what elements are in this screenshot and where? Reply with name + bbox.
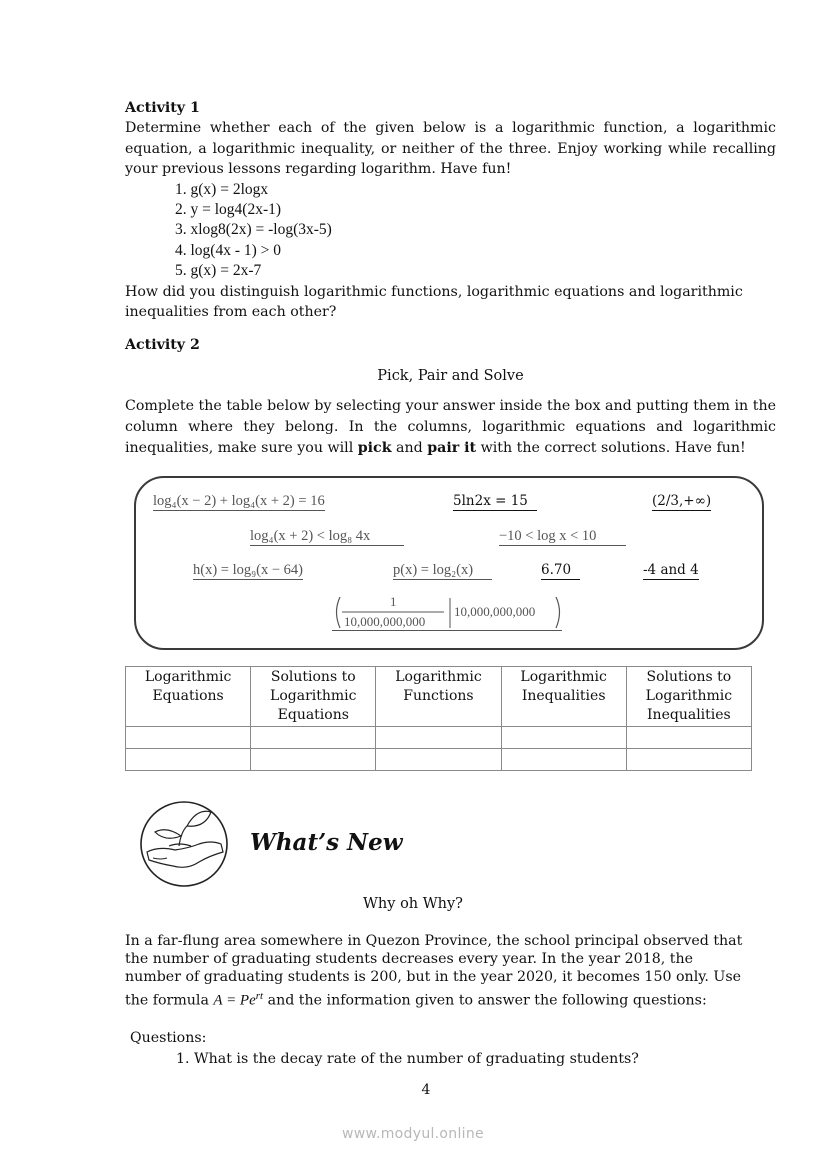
activity2-heading: Activity 2 — [125, 336, 200, 353]
activity1-section — [125, 98, 776, 459]
story-text: the formula — [125, 992, 214, 1009]
choice-interval[interactable]: (2/3,+∞) — [652, 493, 712, 509]
story-text: and the information given to answer the following questions: — [263, 992, 707, 1009]
fraction-denominator: 10,000,000,000 — [344, 614, 426, 629]
activity1-question: How did you distinguish logarithmic functions, logarithmic equations and logarithmic inequalities from each other? — [125, 283, 743, 321]
hand-holding-plant-icon — [139, 800, 229, 888]
table-cell[interactable] — [501, 749, 626, 771]
activity1-heading: Activity 1 — [125, 100, 200, 116]
table-row — [126, 727, 752, 749]
table-cell[interactable] — [626, 727, 751, 749]
instructions-text: and — [391, 439, 428, 456]
choice-fraction-interval[interactable] — [332, 594, 562, 631]
question-item: 1. What is the decay rate of the number of graduating students? — [176, 1051, 639, 1067]
activity2-title: Pick, Pair and Solve — [377, 367, 524, 384]
whats-new-heading: What’s New — [250, 829, 403, 856]
instructions-bold-pick: pick — [357, 439, 392, 456]
story-line: number of graduating students is 200, but in the year 2020, it becomes 150 only. Use — [125, 969, 742, 986]
table-cell[interactable] — [376, 749, 501, 771]
story-line: In a far-flung area somewhere in Quezon Province, the school principal observed that — [125, 933, 743, 949]
instructions-text: Complete the table below by selecting your answer inside the box and putting them in the column where they belong. In the columns, logarithmic equations and logarithmic inequalities, make sure you will — [125, 397, 776, 456]
story-paragraph — [125, 932, 780, 1010]
table-header-row — [126, 667, 752, 727]
activity1-item: 2. y = log4(2x-1) — [175, 200, 282, 218]
header-log-inequalities: Logarithmic Inequalities — [501, 667, 626, 727]
questions-label: Questions: — [130, 1030, 207, 1046]
choice-function-p[interactable]: p(x) = log₂(x) — [393, 562, 492, 580]
choice-log-inequality-2[interactable]: −10 < log x < 10 — [499, 528, 626, 546]
choice-function-h[interactable]: h(x) = log₉(x − 64) — [193, 562, 304, 578]
header-log-equations: Logarithmic Equations — [126, 667, 251, 727]
choice-log-inequality-1[interactable]: log₄(x + 2) < log₈ 4x — [250, 528, 404, 546]
activity1-item: 1. g(x) = 2logx — [175, 180, 269, 198]
table-cell[interactable] — [626, 749, 751, 771]
activity1-items — [125, 180, 776, 282]
activity1-instructions: Determine whether each of the given below is a logarithmic function, a logarithmic equation, a logarithmic inequality, or neither of the three. Enjoy working while recalling your previous lessons regarding logarithm. Have fun! — [125, 120, 776, 177]
watermark: www.modyul.online — [342, 1126, 484, 1142]
choice-neg4-and-4[interactable]: -4 and 4 — [643, 562, 699, 578]
interval-upper-bound: 10,000,000,000 — [454, 604, 536, 619]
activity1-item: 4. log(4x - 1) > 0 — [175, 241, 282, 259]
answer-table — [125, 666, 752, 771]
header-log-functions: Logarithmic Functions — [376, 667, 501, 727]
table-row — [126, 749, 752, 771]
page-number: 4 — [421, 1082, 431, 1098]
formula: A = Pe — [213, 992, 256, 1009]
choice-ln-equation[interactable]: 5ln2x = 15 — [453, 493, 537, 511]
activity2-instructions — [125, 396, 776, 459]
activity1-item: 5. g(x) = 2x-7 — [175, 262, 262, 280]
activity1-item: 3. xlog8(2x) = -log(3x-5) — [175, 221, 332, 239]
table-cell[interactable] — [376, 727, 501, 749]
whats-new-subtitle: Why oh Why? — [363, 896, 463, 912]
formula-exponent: rt — [255, 989, 264, 1002]
story-line: the number of graduating students decreases every year. In the year 2018, the — [125, 951, 694, 968]
fraction-numerator: 1 — [390, 594, 397, 609]
table-cell[interactable] — [251, 749, 376, 771]
table-cell[interactable] — [251, 727, 376, 749]
table-cell[interactable] — [126, 749, 251, 771]
choice-log-equation-1[interactable]: log₄(x − 2) + log₄(x + 2) = 16 — [153, 493, 325, 509]
table-cell[interactable] — [501, 727, 626, 749]
header-solutions-inequalities: Solutions to Logarithmic Inequalities — [626, 667, 751, 727]
instructions-bold-pair: pair it — [427, 439, 477, 456]
header-solutions-equations: Solutions to Logarithmic Equations — [251, 667, 376, 727]
choice-value-6-70[interactable]: 6.70 — [541, 562, 580, 580]
instructions-text: with the correct solutions. Have fun! — [476, 439, 746, 456]
table-cell[interactable] — [126, 727, 251, 749]
story-line — [125, 987, 780, 1010]
